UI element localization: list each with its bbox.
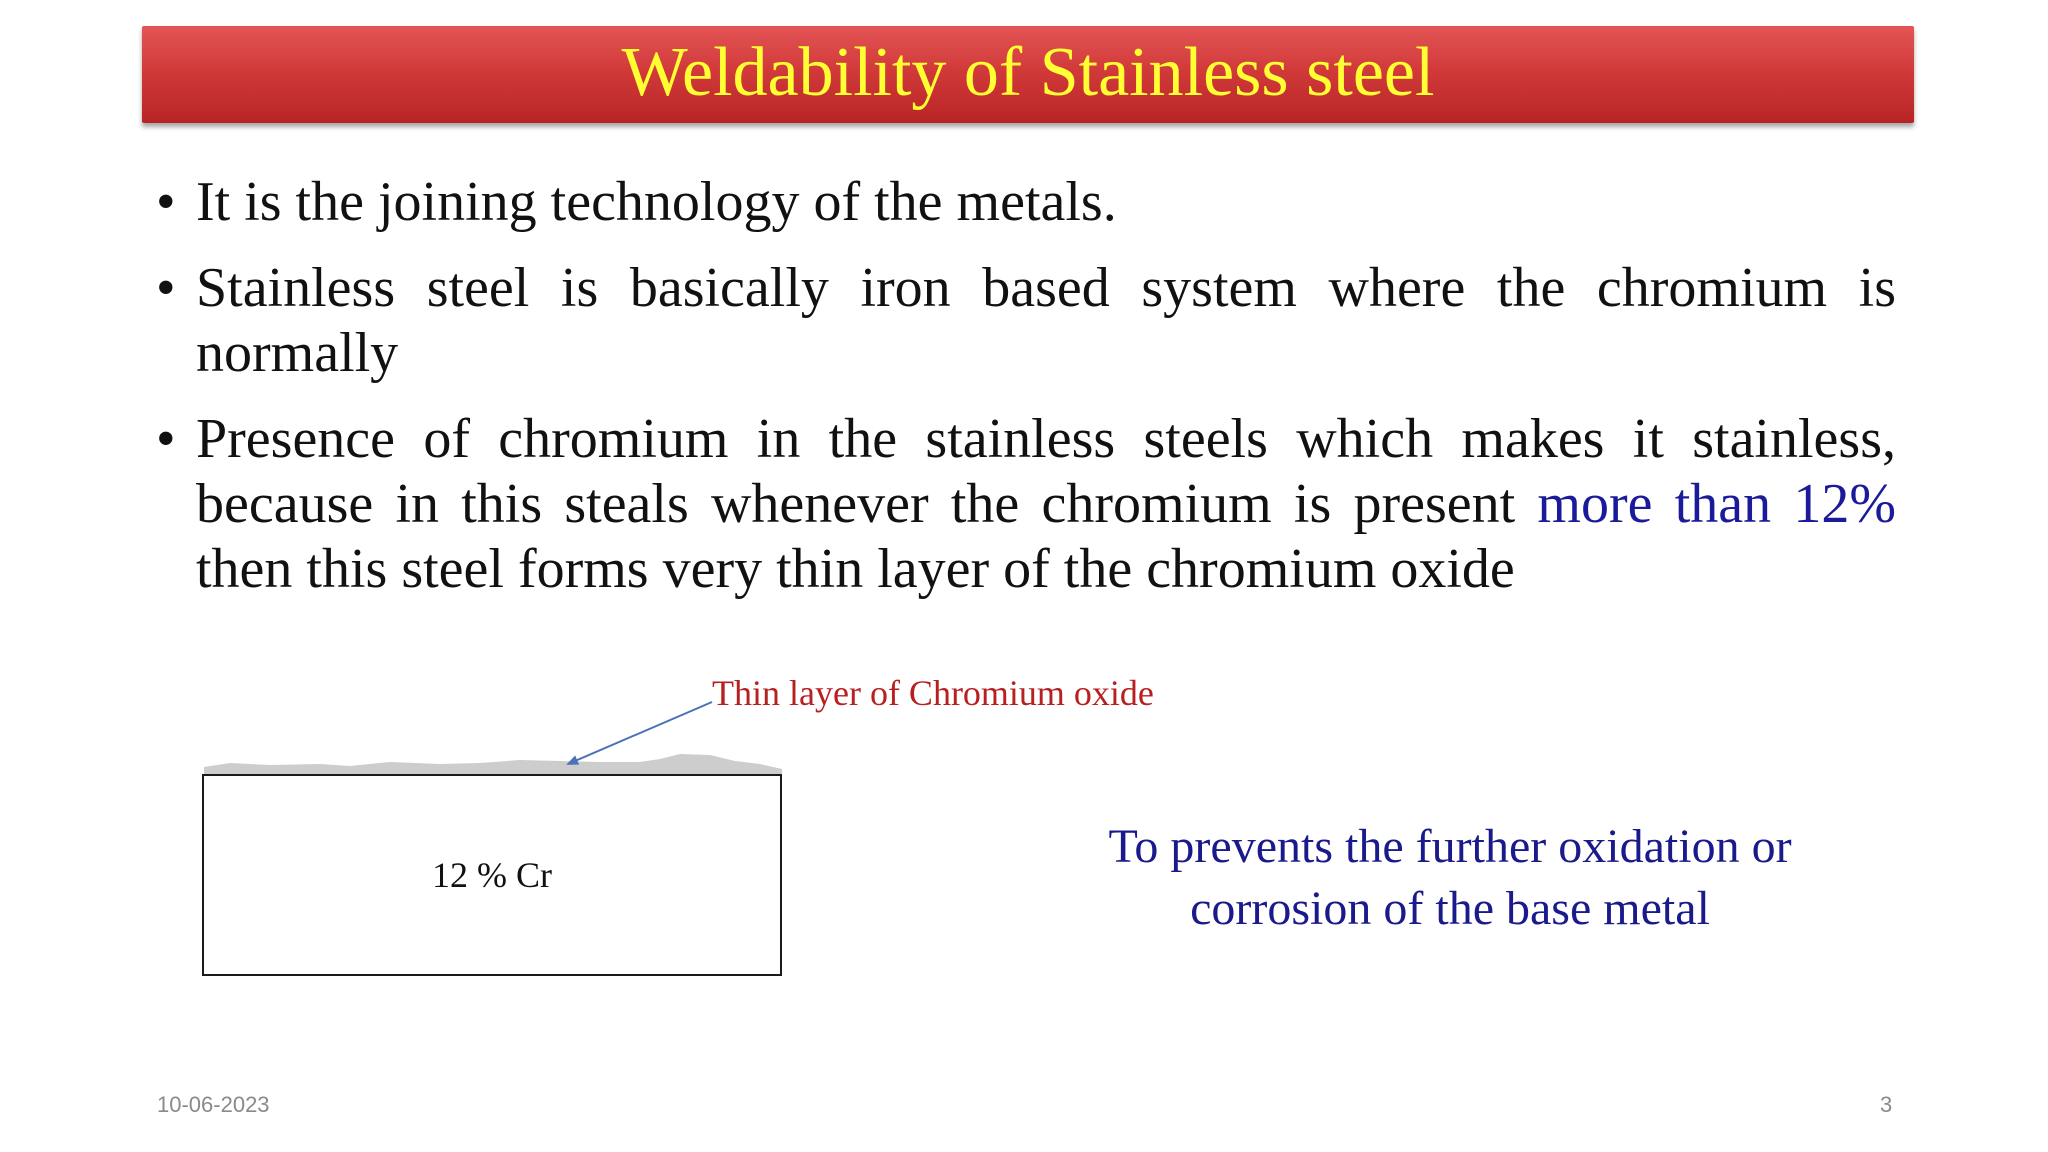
page-number: 3	[1880, 1092, 1893, 1117]
bullet-text: It is the joining technology of the metals.	[196, 171, 1117, 233]
highlighted-text: more than 12%	[1537, 473, 1896, 535]
bullet-item	[156, 407, 1896, 602]
slide-title: Weldability of Stainless steel	[621, 33, 1435, 111]
title-bar	[142, 26, 1914, 123]
purpose-note: To prevents the further oxidation or corrosion of the base metal	[1108, 820, 1792, 935]
bullet-list	[156, 170, 1896, 623]
bullet-item	[156, 256, 1896, 386]
bullet-text-start: Presence of chromium in the stainless steels which makes it stainless, because in this steals whenever the chromium is present	[196, 408, 1896, 535]
bullet-text: Stainless steel is basically iron based system where the chromium is normally	[196, 257, 1896, 384]
oxide-layer-shape	[204, 754, 782, 774]
base-metal-label: 12 % Cr	[432, 855, 552, 895]
oxide-layer-label: Thin layer of Chromium oxide	[712, 673, 1154, 713]
bullet-text-end: then this steel forms very thin layer of the chromium oxide	[196, 538, 1515, 600]
base-metal-box	[202, 774, 782, 976]
bullet-item	[156, 170, 1896, 235]
footer-date: 10-06-2023	[157, 1092, 270, 1117]
